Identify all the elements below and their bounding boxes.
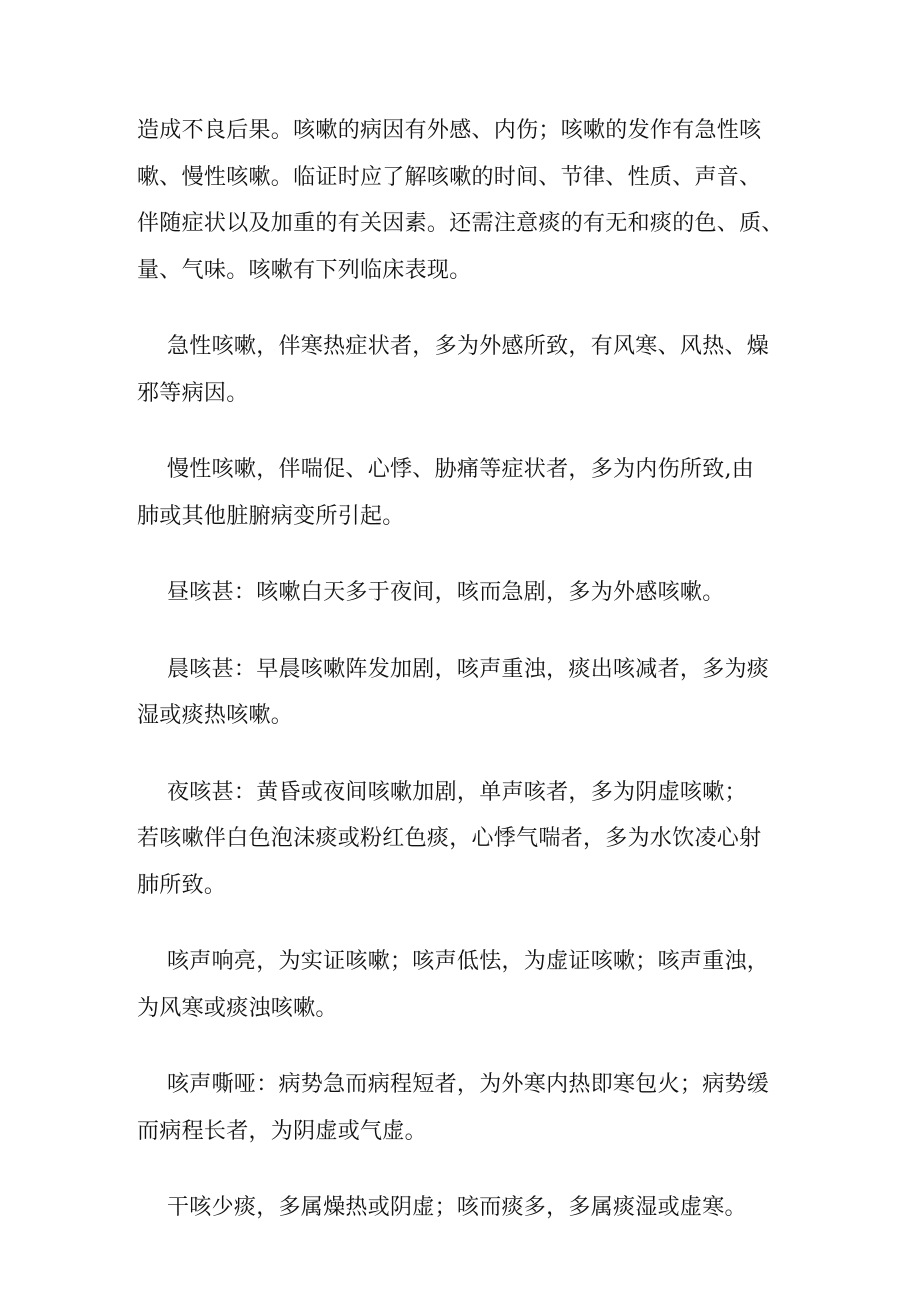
text-line: 晨咳甚：早晨咳嗽阵发加剧，咳声重浊，痰出咳减者，多为痰 <box>167 656 770 682</box>
text-line: 夜咳甚：黄昏或夜间咳嗽加剧，单声咳者，多为阴虚咳嗽； <box>167 779 747 805</box>
text-line: 伴随症状以及加重的有关因素。还需注意痰的有无和痰的色、质、 <box>137 211 784 236</box>
paragraph-4 <box>137 570 787 617</box>
text-line: 急性咳嗽，伴寒热症状者，多为外感所致，有风寒、风热、燥 <box>167 334 770 359</box>
text-line: 咳声嘶哑：病势急而病程短者，为外寒内热即寒包火；病势缓 <box>167 1072 770 1097</box>
paragraph-2 <box>137 324 787 417</box>
text-line: 而病程长者，为阴虚或气虚。 <box>137 1118 427 1144</box>
text-line: 干咳少痰，多属燥热或阴虚；咳而痰多，多属痰湿或虚寒。 <box>167 1195 747 1220</box>
paragraph-9 <box>137 1185 787 1232</box>
text-line: 肺或其他脏腑病变所引起。 <box>137 503 405 529</box>
text-line: 肺所致。 <box>137 872 227 898</box>
text-line: 邪等病因。 <box>137 380 249 406</box>
text-line: 量、气味。咳嗽有下列临床表现。 <box>137 257 472 283</box>
paragraph-8 <box>137 1062 787 1155</box>
text-line: 造成不良后果。咳嗽的病因有外感、内伤；咳嗽的发作有急性咳 <box>137 118 762 143</box>
text-line: 为风寒或痰浊咳嗽。 <box>137 995 338 1021</box>
paragraph-6 <box>137 770 787 910</box>
text-line: 嗽、慢性咳嗽。临证时应了解咳嗽的时间、节律、性质、声音、 <box>137 164 762 190</box>
text-line: 慢性咳嗽，伴喘促、心悸、胁痛等症状者，多为内伤所致,由 <box>167 457 755 482</box>
text-line: 咳声响亮，为实证咳嗽；咳声低怯，为虚证咳嗽；咳声重浊， <box>167 949 770 974</box>
paragraph-3 <box>137 447 787 540</box>
text-line: 若咳嗽伴白色泡沫痰或粉红色痰，心悸气喘者，多为水饮凌心射 <box>137 826 762 851</box>
text-line: 昼咳甚：咳嗽白天多于夜间，咳而急剧，多为外感咳嗽。 <box>167 580 725 605</box>
paragraph-1 <box>137 108 787 294</box>
document-body <box>137 108 787 1262</box>
text-line: 湿或痰热咳嗽。 <box>137 703 294 728</box>
paragraph-5 <box>137 647 787 740</box>
paragraph-7 <box>137 939 787 1032</box>
